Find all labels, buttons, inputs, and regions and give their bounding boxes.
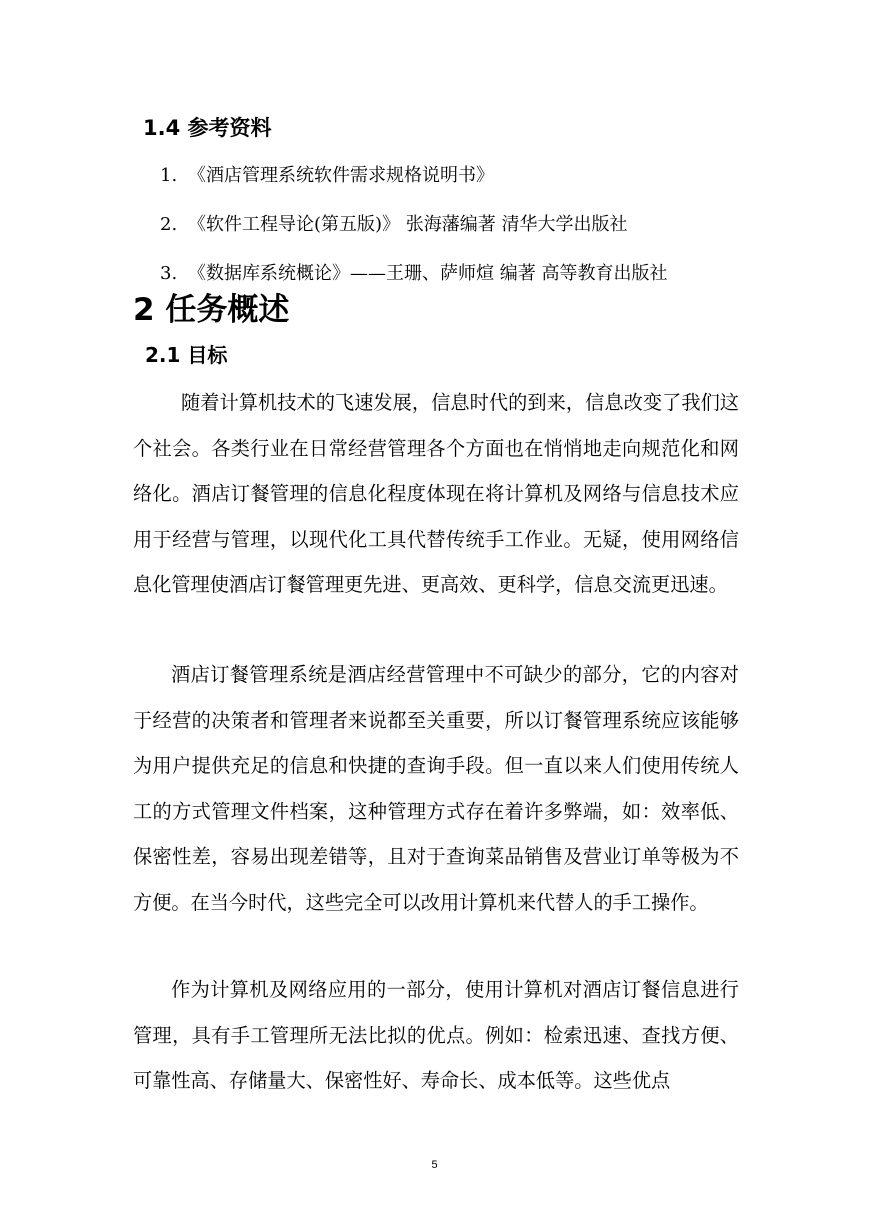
chapter-heading-2: 2 任务概述 <box>133 292 290 328</box>
reference-number: 2. <box>160 214 178 235</box>
reference-item <box>160 151 667 200</box>
reference-item <box>160 200 667 249</box>
reference-text: 《软件工程导论(第五版)》 张海藩编著 清华大学出版社 <box>188 214 628 235</box>
reference-list <box>160 151 667 298</box>
page-number: 5 <box>431 1159 438 1171</box>
reference-number: 1. <box>160 165 178 186</box>
section-heading-1-4: 1.4 参考资料 <box>143 116 272 140</box>
body-paragraph: 随着计算机技术的飞速发展，信息时代的到来，信息改变了我们这个社会。各类行业在日常经营管理各个方面也在悄悄地走向规范化和网络化。酒店订餐管理的信息化程度体现在将计算机及网络与信息技术应用于经营与管理，以现代化工具代替传统手工作业。无疑，使用网络信息化管理使酒店订餐管理更先进、更高效、更科学，信息交流更迅速。 <box>133 391 739 596</box>
body-paragraph: 作为计算机及网络应用的一部分，使用计算机对酒店订餐信息进行管理，具有手工管理所无法比拟的优点。例如：检索迅速、查找方便、可靠性高、存储量大、保密性好、寿命长、成本低等。这些优点 <box>133 978 739 1092</box>
body-paragraph: 酒店订餐管理系统是酒店经营管理中不可缺少的部分，它的内容对于经营的决策者和管理者来说都至关重要，所以订餐管理系统应该能够为用户提供充足的信息和快捷的查询手段。但一直以来人们使用传统人工的方式管理文件档案，这种管理方式存在着许多弊端，如：效率低、保密性差，容易出现差错等，且对于查询菜品销售及营业订单等极为不方便。在当今时代，这些完全可以改用计算机来代替人的手工操作。 <box>133 663 739 914</box>
reference-number: 3. <box>160 263 178 284</box>
reference-text: 《数据库系统概论》——王珊、萨师煊 编著 高等教育出版社 <box>188 263 668 284</box>
body-paragraph-block <box>133 967 739 1104</box>
body-paragraph-block <box>133 652 739 925</box>
section-heading-2-1: 2.1 目标 <box>145 343 228 367</box>
reference-text: 《酒店管理系统软件需求规格说明书》 <box>188 165 494 186</box>
body-paragraph-block <box>133 380 739 608</box>
